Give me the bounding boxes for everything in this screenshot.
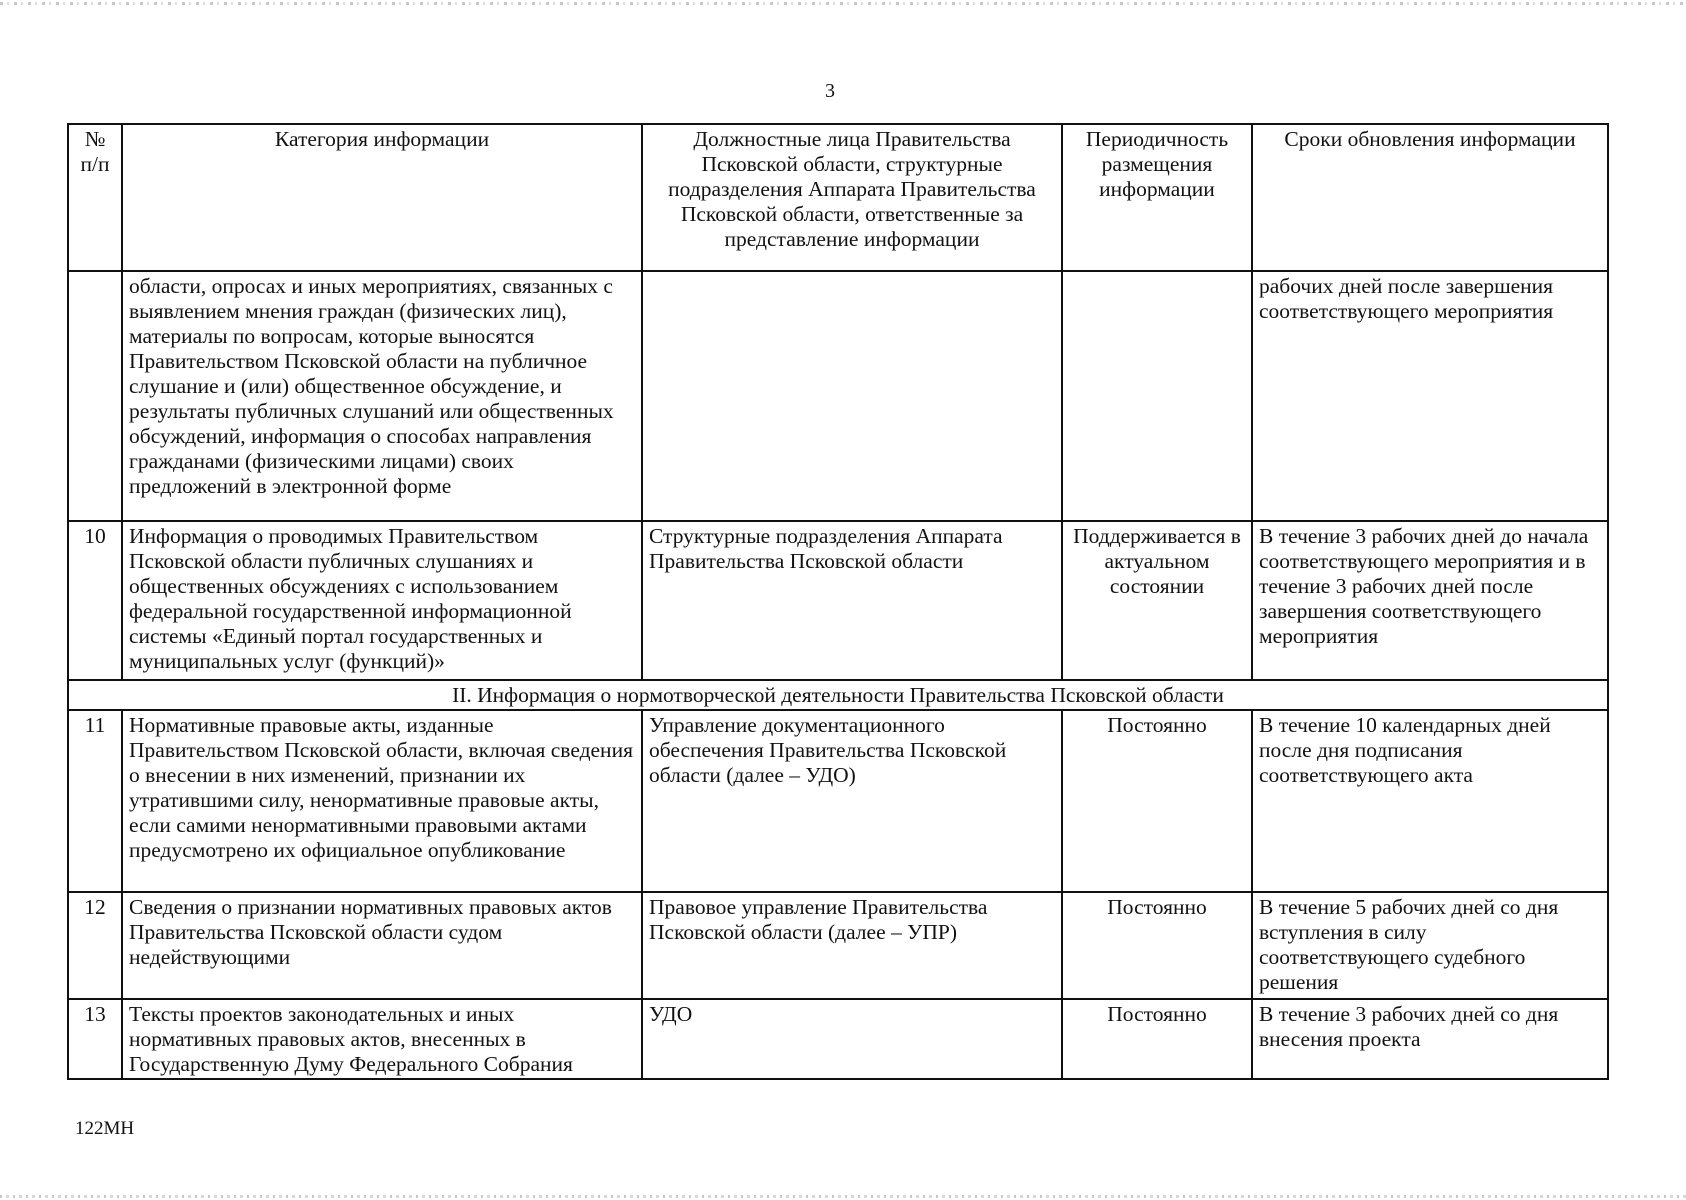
- header-responsible: Должностные лица Правительства Псковской области, структурные подразделения Аппарата Правительства Псковской области, ответственные за представление информации: [642, 124, 1062, 271]
- row-frequency: [1062, 271, 1252, 521]
- scan-edge-top: [0, 2, 1686, 5]
- table-row: [68, 710, 1608, 892]
- section-title: II. Информация о нормотворческой деятельности Правительства Псковской области: [68, 680, 1608, 710]
- row-responsible: Правовое управление Правительства Псковской области (далее – УПР): [642, 892, 1062, 999]
- row-frequency: Постоянно: [1062, 892, 1252, 999]
- row-responsible: Структурные подразделения Аппарата Правительства Псковской области: [642, 521, 1062, 680]
- table-row: [68, 271, 1608, 521]
- row-responsible: УДО: [642, 999, 1062, 1079]
- scan-edge-bottom: [0, 1195, 1686, 1198]
- row-responsible: Управление документационного обеспечения Правительства Псковской области (далее – УДО): [642, 710, 1062, 892]
- table-row: [68, 521, 1608, 680]
- row-frequency: Поддерживается в актуальном состоянии: [1062, 521, 1252, 680]
- row-category: Сведения о признании нормативных правовых актов Правительства Псковской области судом недействующими: [122, 892, 642, 999]
- row-number: 10: [68, 521, 122, 680]
- row-category: Тексты проектов законодательных и иных нормативных правовых актов, внесенных в Государственную Думу Федерального Собрания: [122, 999, 642, 1079]
- row-deadline: В течение 3 рабочих дней со дня внесения проекта: [1252, 999, 1608, 1079]
- header-frequency: Периодичность размещения информации: [1062, 124, 1252, 271]
- row-deadline: рабочих дней после завершения соответствующего мероприятия: [1252, 271, 1608, 521]
- header-number: № п/п: [68, 124, 122, 271]
- row-category: области, опросах и иных мероприятиях, связанных с выявлением мнения граждан (физических лиц), материалы по вопросам, которые выносятся Правительством Псковской области на публичное слушание и (или) общественное обсуждение, и результаты публичных слушаний или общественных обсуждений, информация о способах направления гражданами (физическими лицами) своих предложений в электронной форме: [122, 271, 642, 521]
- header-deadline: Сроки обновления информации: [1252, 124, 1608, 271]
- section-row: [68, 680, 1608, 710]
- table-header-row: [68, 124, 1608, 271]
- information-table: [67, 123, 1609, 1080]
- row-category: Информация о проводимых Правительством Псковской области публичных слушаниях и общественных обсуждениях с использованием федеральной государственной информационной системы «Единый портал государственных и муниципальных услуг (функций)»: [122, 521, 642, 680]
- table-row: [68, 999, 1608, 1079]
- row-number: [68, 271, 122, 521]
- row-deadline: В течение 3 рабочих дней до начала соответствующего мероприятия и в течение 3 рабочих дней после завершения соответствующего мероприятия: [1252, 521, 1608, 680]
- row-category: Нормативные правовые акты, изданные Правительством Псковской области, включая сведения о внесении в них изменений, признании их утратившими силу, ненормативные правовые акты, если самими ненормативными правовыми актами предусмотрено их официальное опубликование: [122, 710, 642, 892]
- row-number: 12: [68, 892, 122, 999]
- row-number: 13: [68, 999, 122, 1079]
- row-frequency: Постоянно: [1062, 999, 1252, 1079]
- row-responsible: [642, 271, 1062, 521]
- page-number: 3: [825, 80, 835, 102]
- row-deadline: В течение 10 календарных дней после дня подписания соответствующего акта: [1252, 710, 1608, 892]
- row-deadline: В течение 5 рабочих дней со дня вступления в силу соответствующего судебного решения: [1252, 892, 1608, 999]
- document-code: 122МН: [75, 1118, 135, 1139]
- table-row: [68, 892, 1608, 999]
- header-category: Категория информации: [122, 124, 642, 271]
- row-frequency: Постоянно: [1062, 710, 1252, 892]
- row-number: 11: [68, 710, 122, 892]
